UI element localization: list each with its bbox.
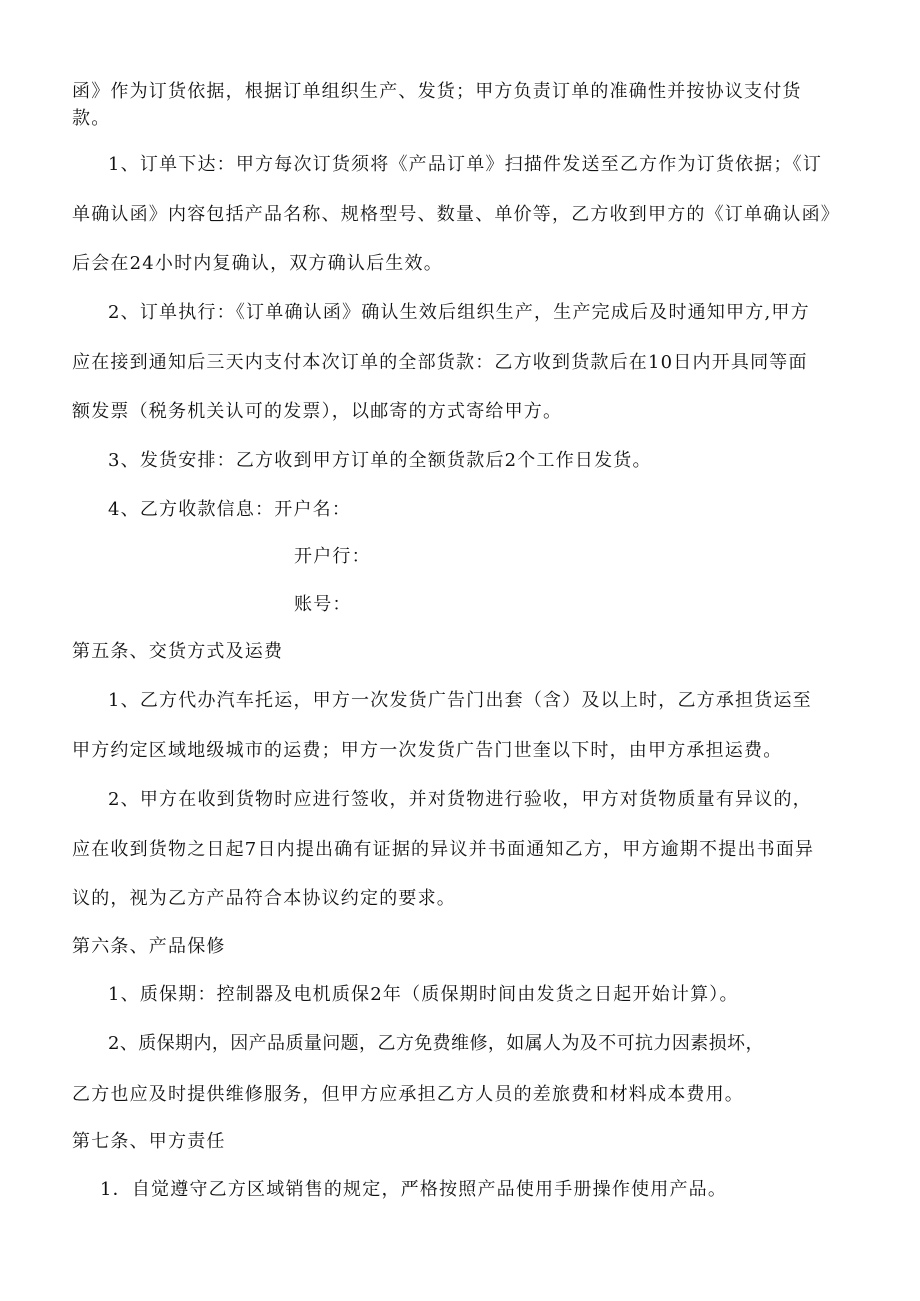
text-line: 2、订单执行：《订单确认函》确认生效后组织生产，生产完成后及时通知甲方,甲方 [108,302,810,323]
text-line: 应在收到货物之日起7日内提出确有证据的异议并书面通知乙方，甲方逾期不提出书面异 [72,839,815,860]
text-line: 额发票（税务机关认可的发票），以邮寄的方式寄给甲方。 [72,401,563,422]
text-line: 开户行： [294,546,371,567]
text-line: 1、乙方代办汽车托运，甲方一次发货广告门出套（含）及以上时，乙方承担货运至 [108,690,812,711]
text-line: 款。 [72,108,111,129]
section-heading: 第五条、交货方式及运费 [72,641,284,662]
text-line: 乙方也应及时提供维修服务，但甲方应承担乙方人员的差旅费和材料成本费用。 [72,1084,744,1105]
text-line: 单确认函》内容包括产品名称、规格型号、数量、单价等，乙方收到甲方的《订单确认函》 [72,204,840,225]
text-line: 应在接到通知后三天内支付本次订单的全部货款：乙方收到货款后在10日内开具同等面 [72,352,808,373]
text-line: 4、乙方收款信息：开户名： [108,499,352,520]
section-heading: 第七条、甲方责任 [72,1131,226,1152]
text-line: 3、发货安排：乙方收到甲方订单的全额货款后2个工作日发货。 [108,450,652,471]
section-heading: 第六条、产品保修 [72,936,226,957]
text-line: 账号： [294,594,352,615]
text-line: 1．自觉遵守乙方区域销售的规定，严格按照产品使用手册操作使用产品。 [100,1179,728,1200]
text-line: 1、订单下达：甲方每次订货须将《产品订单》扫描件发送至乙方作为订货依据；《订 [108,154,823,175]
text-line: 甲方约定区域地级城市的运费；甲方一次发货广告门世奎以下时，由甲方承担运费。 [72,740,783,761]
text-line: 2、甲方在收到货物时应进行签收，并对货物进行验收，甲方对货物质量有异议的， [108,789,812,810]
text-line: 后会在24小时内复确认，双方确认后生效。 [72,253,443,274]
text-line: 2、质保期内，因产品质量问题，乙方免费维修，如属人为及不可抗力因素损坏， [108,1033,764,1054]
text-line: 议的，视为乙方产品符合本协议约定的要求。 [72,888,456,909]
text-line: 函》作为订货依据，根据订单组织生产、发货；甲方负责订单的准确性并按协议支付货 [72,81,802,102]
text-line: 1、质保期：控制器及电机质保2年（质保期时间由发货之日起开始计算）。 [108,984,739,1005]
